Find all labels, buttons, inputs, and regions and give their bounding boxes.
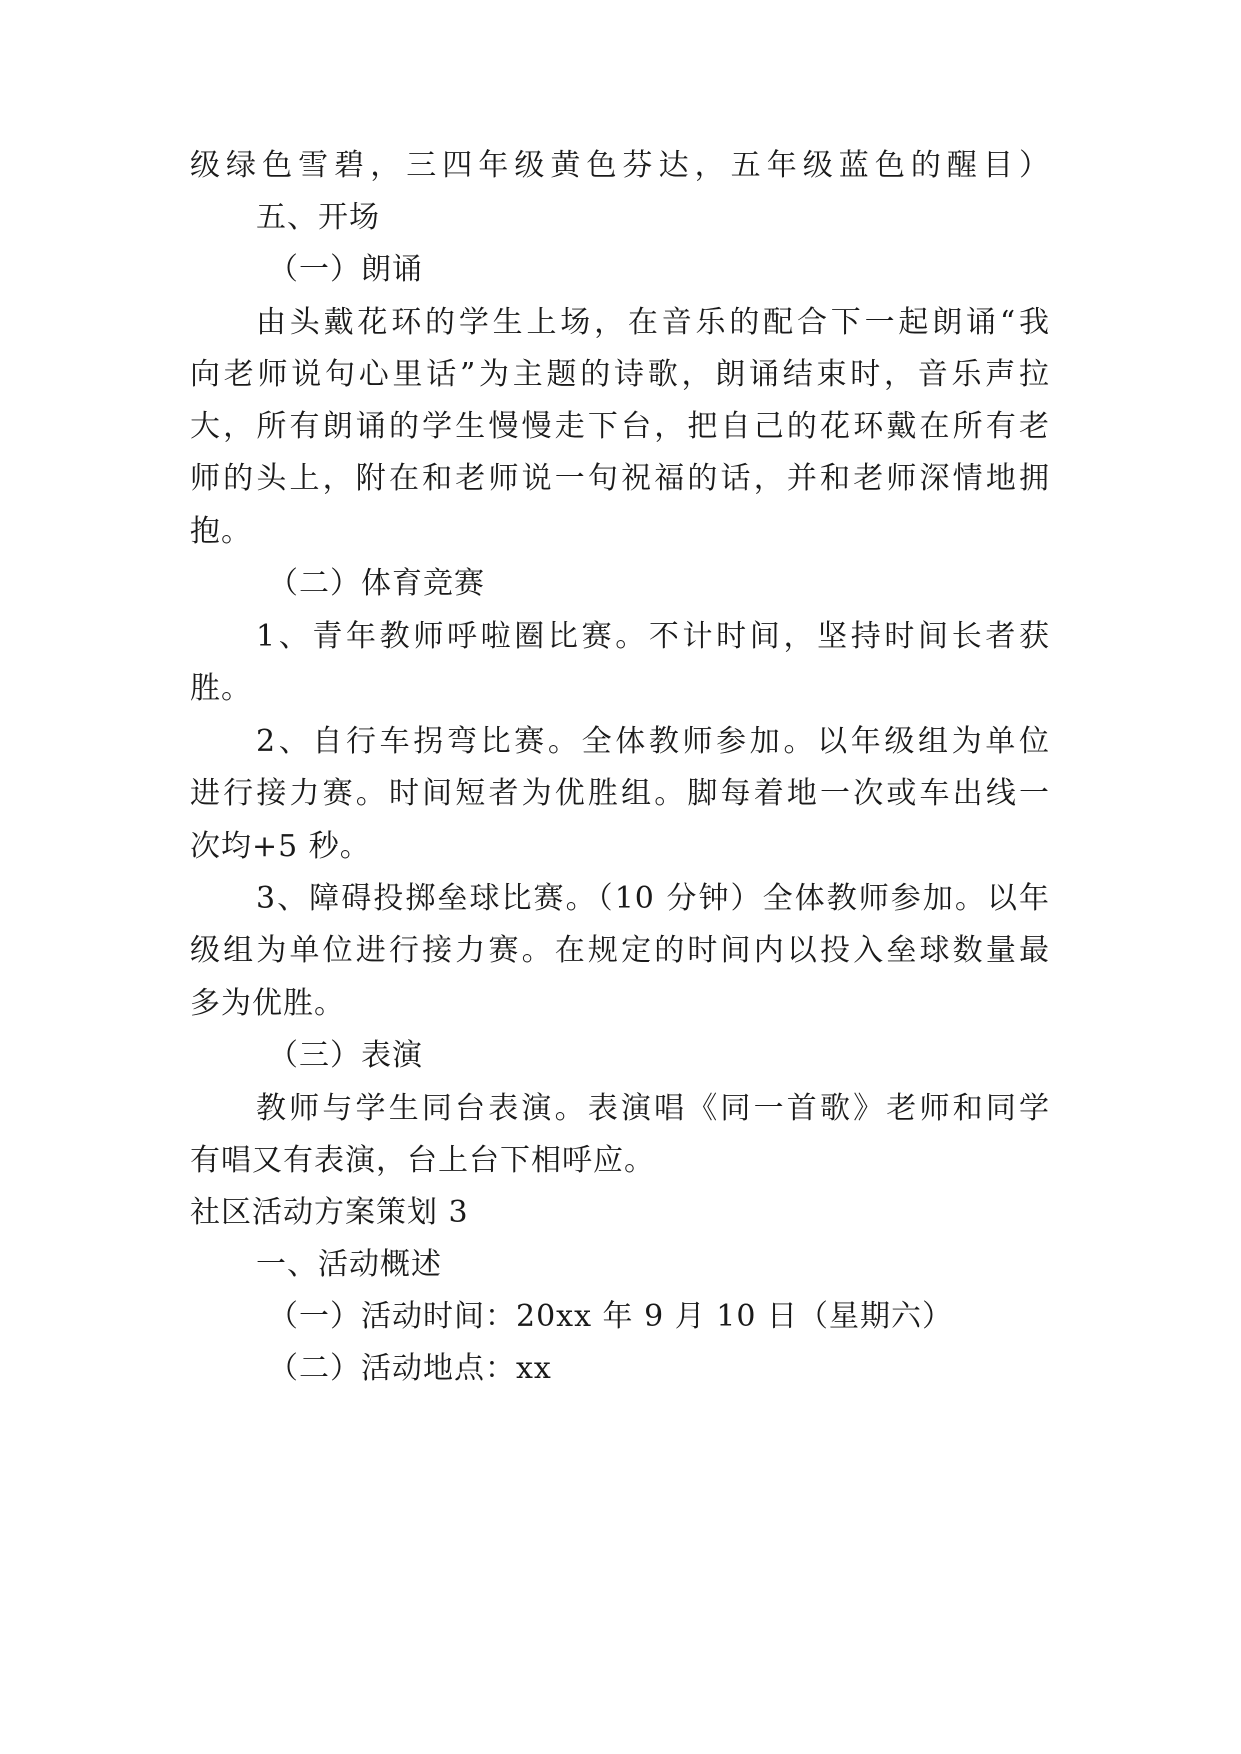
paragraph-line: 次均+5 秒。 [190, 829, 371, 864]
paragraph-line: 有唱又有表演，台上台下相呼应。 [190, 1143, 655, 1178]
paragraph-line: 抱。 [190, 514, 252, 549]
paragraph-line: 级组为单位进行接力赛。在规定的时间内以投入垒球数量最 [190, 933, 1050, 968]
activity-time: （一）活动时间：20xx 年 9 月 10 日（星期六） [268, 1299, 953, 1334]
paragraph-line: 进行接力赛。时间短者为优胜组。脚每着地一次或车出线一 [190, 776, 1050, 811]
activity-location: （二）活动地点：xx [268, 1351, 552, 1386]
paragraph-line: 胜。 [190, 671, 252, 706]
paragraph-line: 级绿色雪碧，三四年级黄色芬达，五年级蓝色的醒目） [190, 148, 1050, 183]
subsection-heading: （一）朗诵 [268, 252, 423, 287]
paragraph-line: 1、青年教师呼啦圈比赛。不计时间，坚持时间长者获 [256, 619, 1050, 654]
paragraph-line: 由头戴花环的学生上场，在音乐的配合下一起朗诵“我 [256, 305, 1050, 340]
paragraph-line: 师的头上，附在和老师说一句祝福的话，并和老师深情地拥 [190, 461, 1050, 496]
document-title: 社区活动方案策划 3 [190, 1195, 469, 1230]
paragraph-line: 大，所有朗诵的学生慢慢走下台，把自己的花环戴在所有老 [190, 409, 1050, 444]
paragraph-line: 向老师说句心里话”为主题的诗歌，朗诵结束时，音乐声拉 [190, 357, 1050, 392]
paragraph-line: 2、自行车拐弯比赛。全体教师参加。以年级组为单位 [256, 724, 1050, 759]
paragraph-line: 多为优胜。 [190, 986, 345, 1021]
subsection-heading: （三）表演 [268, 1038, 423, 1073]
paragraph-line: 教师与学生同台表演。表演唱《同一首歌》老师和同学 [256, 1091, 1050, 1126]
paragraph-line: 3、障碍投掷垒球比赛。（10 分钟）全体教师参加。以年 [256, 881, 1050, 916]
subsection-heading: （二）体育竞赛 [268, 566, 485, 601]
section-heading: 一、活动概述 [256, 1247, 442, 1282]
section-heading: 五、开场 [256, 200, 380, 235]
